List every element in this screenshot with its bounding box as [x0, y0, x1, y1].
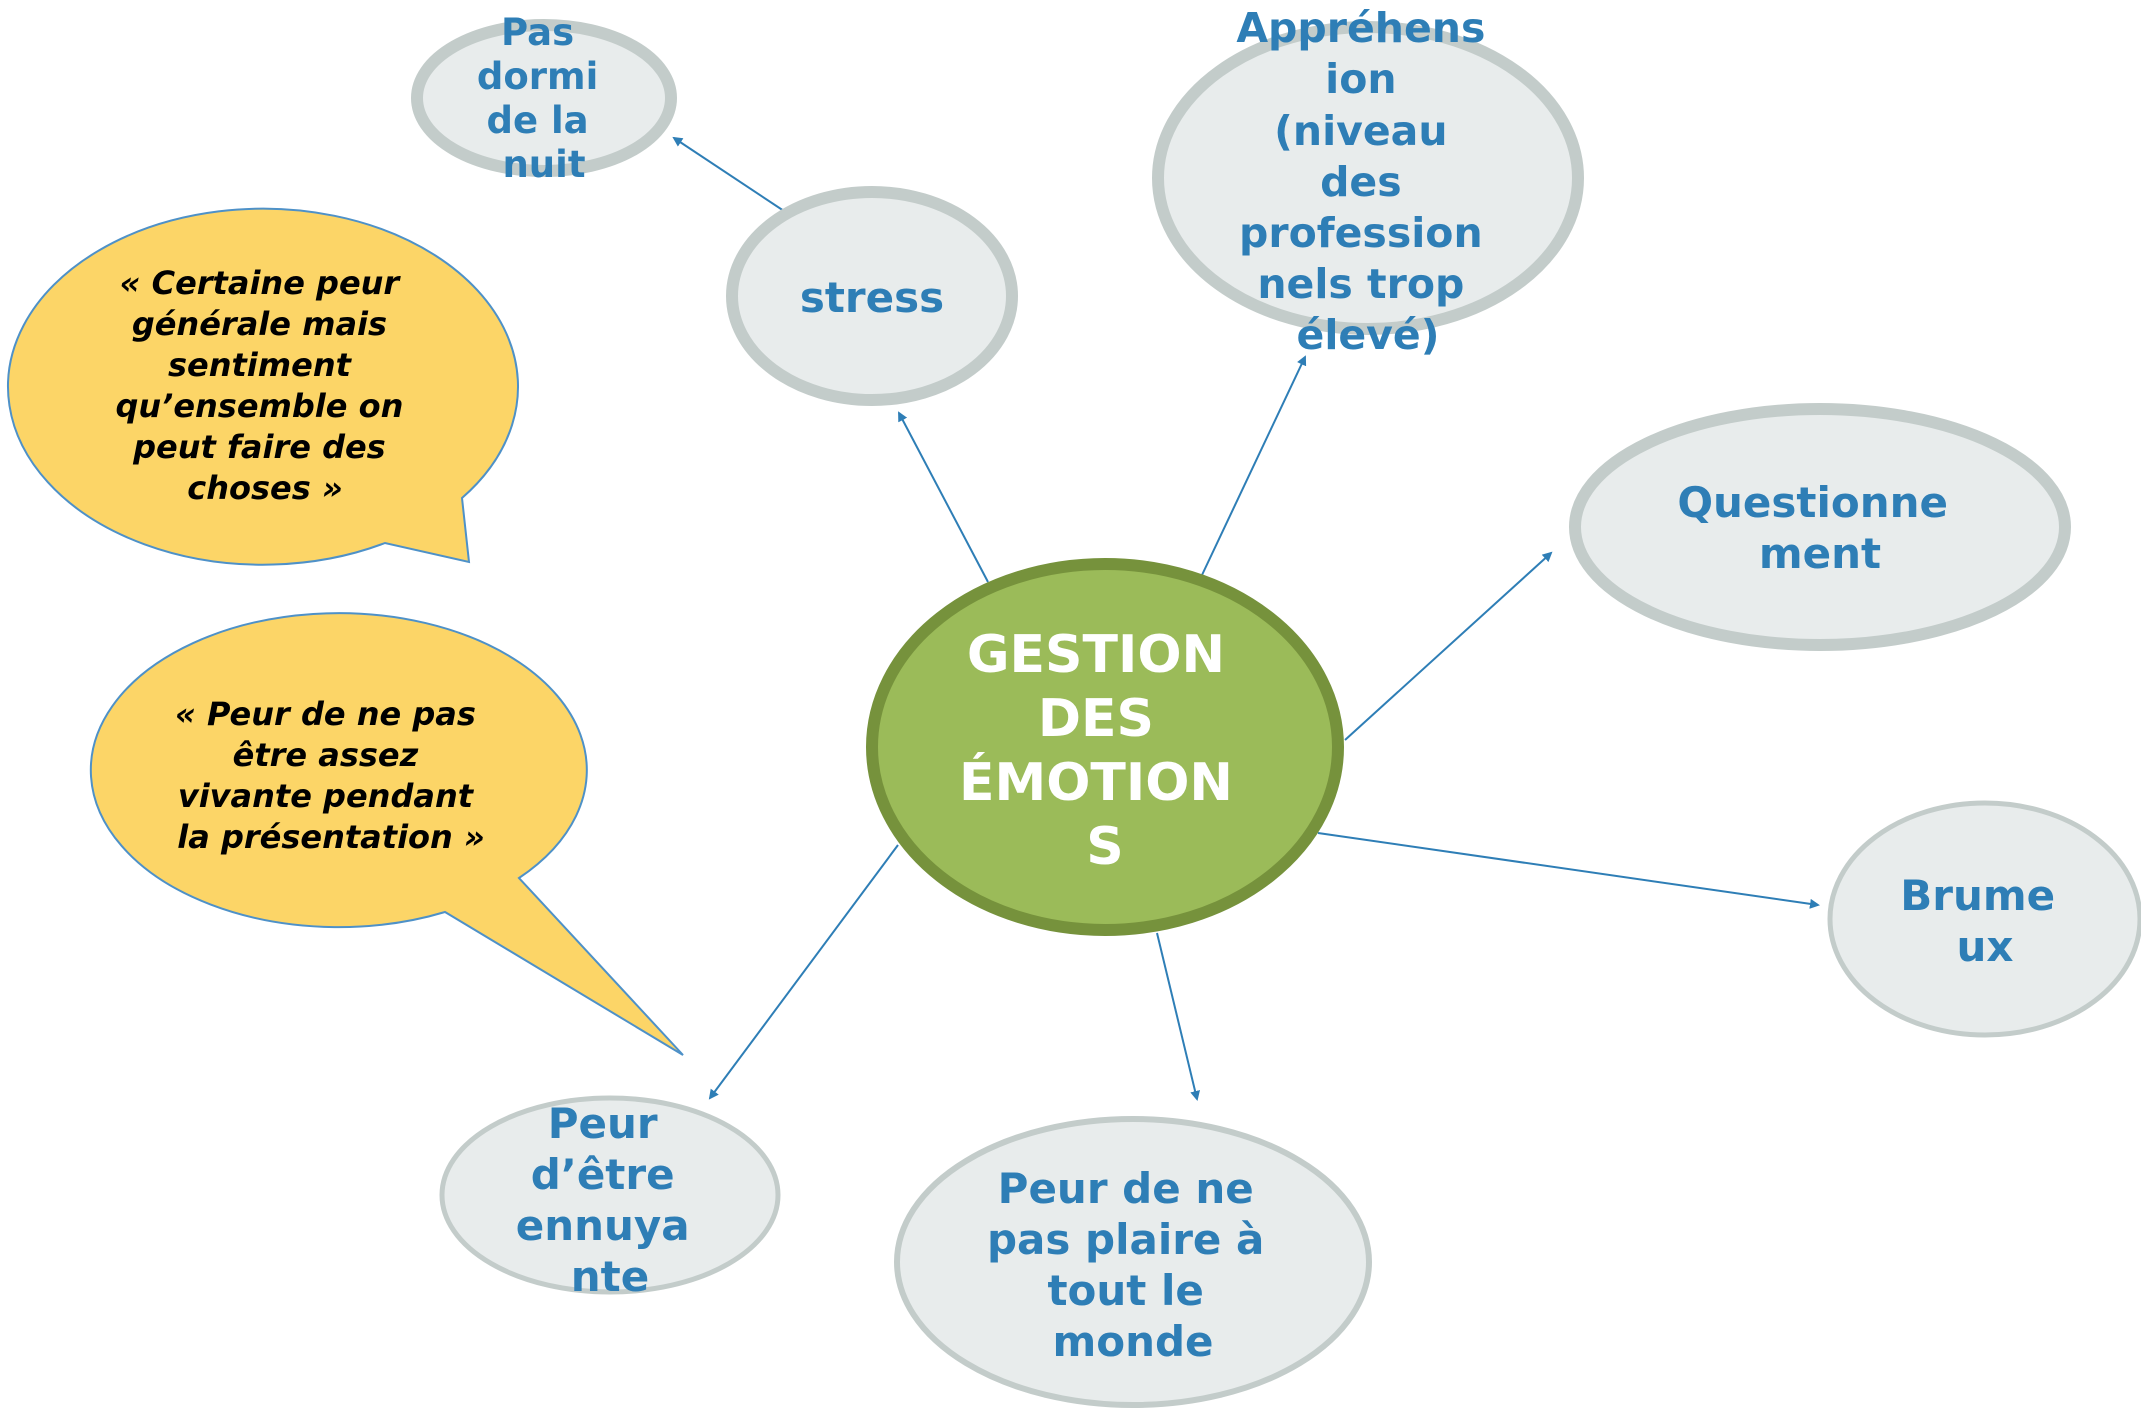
node-plaire-line: Peur de ne — [997, 1164, 1254, 1213]
node-ennuyante-line: ennuya — [515, 1201, 690, 1250]
quote-1-line: « Certaine peur — [119, 264, 400, 302]
node-pas-dormi-line: Pas — [500, 11, 575, 54]
node-apprehension-line: nels trop — [1257, 260, 1465, 308]
node-apprehension-line: élevé) — [1296, 311, 1440, 359]
node-pas-dormi-line: de la — [486, 99, 589, 142]
node-questionnement-line: Questionne — [1677, 478, 1949, 527]
node-apprehension-line: (niveau — [1274, 107, 1448, 155]
quote-2-line: la présentation » — [177, 818, 485, 856]
node-stress-text — [800, 273, 944, 322]
center-node-line: GESTION — [966, 625, 1226, 685]
quote-2-line: vivante pendant — [177, 777, 474, 815]
arrow-to-stress — [899, 413, 988, 582]
arrow-to-questionnement — [1345, 553, 1551, 740]
center-node — [872, 564, 1338, 930]
quote-2-line: être assez — [232, 736, 419, 774]
node-brumeux-line: Brume — [1900, 871, 2056, 920]
node-pas-dormi-line: dormi — [476, 55, 599, 98]
arrow-to-ennuyante — [710, 845, 898, 1098]
center-node-line: S — [1086, 817, 1124, 877]
arrow-stress-to-pas-dormi — [674, 138, 784, 211]
node-plaire-line: tout le — [1047, 1266, 1204, 1315]
node-ennuyante — [442, 1098, 778, 1301]
node-ennuyante-line: Peur — [547, 1099, 658, 1148]
quote-2-line: « Peur de ne pas — [175, 695, 476, 733]
arrow-to-apprehension — [1202, 357, 1305, 575]
node-questionnement — [1575, 409, 2065, 645]
node-apprehension — [1158, 4, 1578, 359]
quote-bubble-2 — [91, 613, 683, 1055]
node-stress — [732, 192, 1012, 400]
node-brumeux-line: ux — [1956, 922, 2014, 971]
node-plaire — [897, 1119, 1369, 1405]
quote-1-line: générale mais — [131, 305, 388, 343]
node-plaire-line: monde — [1052, 1317, 1214, 1366]
node-stress-line: stress — [799, 273, 945, 322]
node-questionnement-ellipse — [1575, 409, 2065, 645]
node-brumeux — [1830, 803, 2140, 1035]
quote-1-line: sentiment — [167, 346, 351, 384]
arrow-to-brumeux — [1318, 833, 1818, 905]
node-ennuyante-line: nte — [570, 1252, 650, 1301]
quote-1-line: qu’ensemble on — [115, 387, 404, 425]
node-ennuyante-line: d’être — [530, 1150, 675, 1199]
node-apprehension-line: Appréhens — [1236, 4, 1486, 52]
node-apprehension-line: ion — [1325, 55, 1397, 103]
center-node-line: ÉMOTION — [958, 753, 1233, 813]
node-questionnement-line: ment — [1758, 529, 1882, 578]
node-pas-dormi-line: nuit — [502, 143, 586, 186]
quote-bubble-1 — [8, 209, 518, 565]
quote-1-line: peut faire des — [133, 428, 386, 466]
arrow-to-plaire — [1157, 933, 1197, 1099]
node-plaire-line: pas plaire à — [986, 1215, 1265, 1264]
node-apprehension-line: profession — [1239, 209, 1483, 257]
center-node-line: DES — [1037, 689, 1155, 749]
node-pas-dormi — [417, 11, 671, 186]
quote-1-line: choses » — [187, 469, 343, 507]
node-apprehension-line: des — [1320, 158, 1402, 206]
